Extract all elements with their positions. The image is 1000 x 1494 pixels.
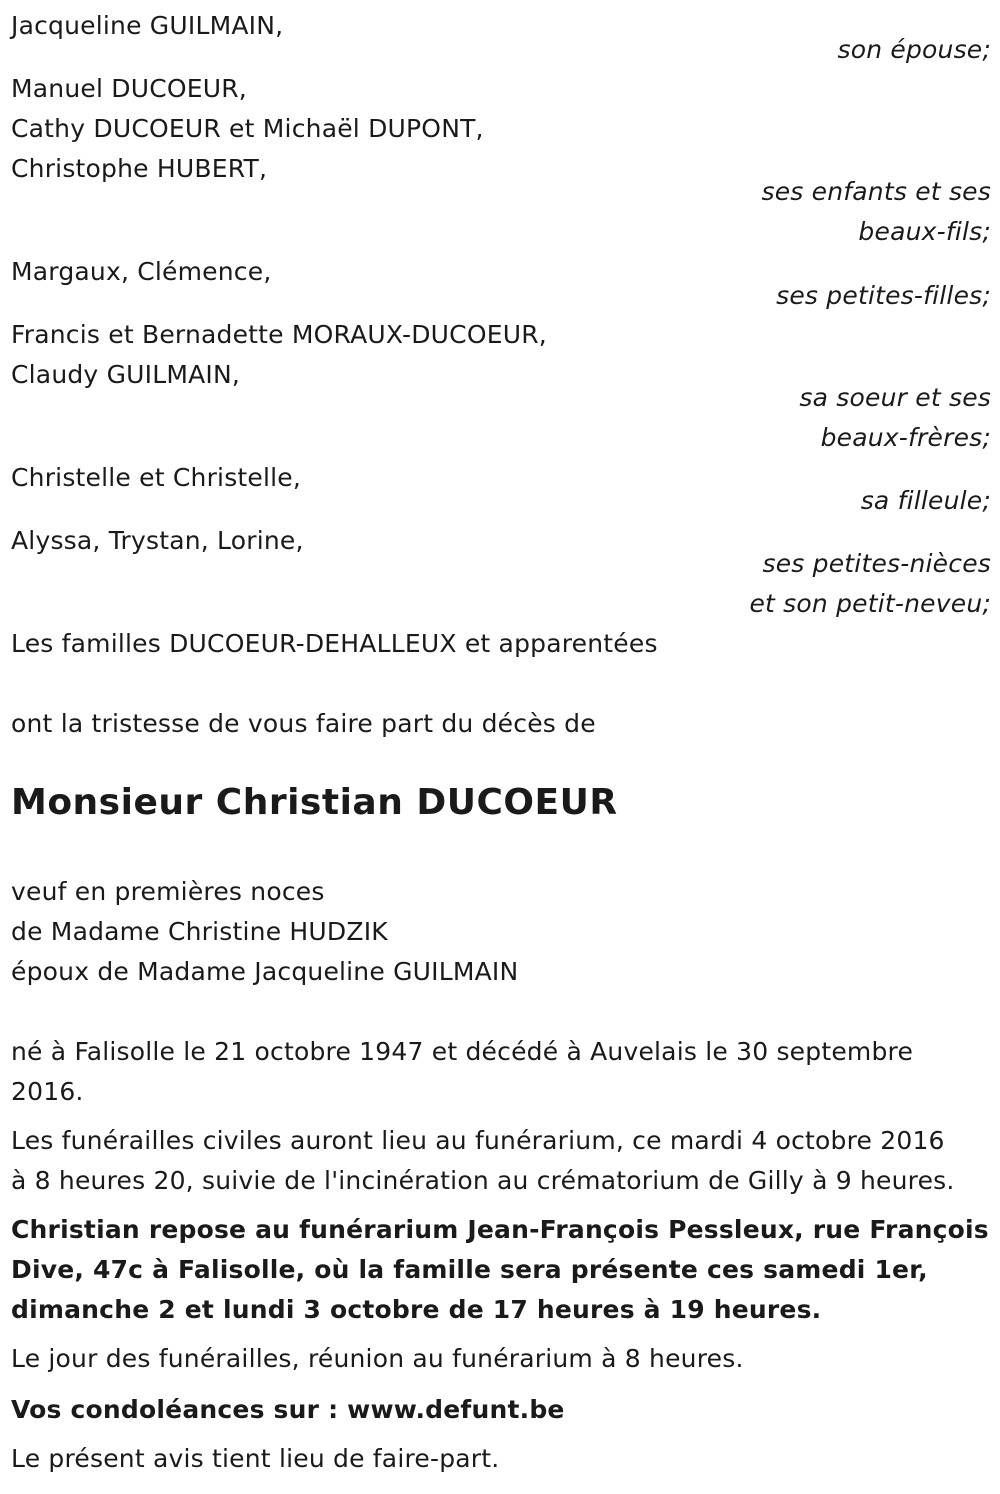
relation-label: ses petites-filles; — [776, 281, 991, 310]
announcement-text: ont la tristesse de vous faire part du décès de — [11, 709, 596, 738]
marital-line: époux de Madame Jacqueline GUILMAIN — [11, 957, 519, 986]
marital-line: de Madame Christine HUDZIK — [11, 917, 388, 946]
family-name-line: Christelle et Christelle, — [11, 463, 302, 492]
family-name-line: Jacqueline GUILMAIN, — [11, 11, 284, 40]
relation-label: ses enfants et ses — [761, 177, 991, 206]
rest-line: Christian repose au funérarium Jean-François Pessleux, rue François — [11, 1215, 989, 1244]
family-name-line: Margaux, Clémence, — [11, 257, 272, 286]
relation-label: sa soeur et ses — [799, 383, 991, 412]
family-name-line: Christophe HUBERT, — [11, 154, 268, 183]
relation-label: ses petites-nièces — [762, 549, 991, 578]
birth-death-line: né à Falisolle le 21 octobre 1947 et décédé à Auvelais le 30 septembre — [11, 1037, 914, 1066]
family-name-line: Cathy DUCOEUR et Michaël DUPONT, — [11, 114, 484, 143]
birth-death-line: 2016. — [11, 1077, 84, 1106]
family-name-line: Alyssa, Trystan, Lorine, — [11, 526, 304, 555]
deceased-name: Monsieur Christian DUCOEUR — [11, 782, 618, 823]
relation-label: beaux-frères; — [820, 423, 991, 452]
marital-line: veuf en premières noces — [11, 877, 325, 906]
meeting-line: Le jour des funérailles, réunion au funérarium à 8 heures. — [11, 1344, 744, 1373]
funeral-line: Les funérailles civiles auront lieu au funérarium, ce mardi 4 octobre 2016 — [11, 1126, 945, 1155]
families-line: Les familles DUCOEUR-DEHALLEUX et apparentées — [11, 629, 658, 658]
condolences-line: Vos condoléances sur : www.defunt.be — [11, 1395, 565, 1424]
relation-label: son épouse; — [837, 35, 991, 64]
family-name-line: Manuel DUCOEUR, — [11, 74, 247, 103]
relation-label: et son petit-neveu; — [749, 589, 991, 618]
family-name-line: Claudy GUILMAIN, — [11, 360, 241, 389]
relation-label: beaux-fils; — [858, 217, 991, 246]
funeral-line: à 8 heures 20, suivie de l'incinération au crématorium de Gilly à 9 heures. — [11, 1166, 955, 1195]
rest-line: dimanche 2 et lundi 3 octobre de 17 heures à 19 heures. — [11, 1295, 822, 1324]
rest-line: Dive, 47c à Falisolle, où la famille sera présente ces samedi 1er, — [11, 1255, 928, 1284]
relation-label: sa filleule; — [860, 486, 991, 515]
family-name-line: Francis et Bernadette MORAUX-DUCOEUR, — [11, 320, 547, 349]
closing-line: Le présent avis tient lieu de faire-part. — [11, 1444, 500, 1473]
